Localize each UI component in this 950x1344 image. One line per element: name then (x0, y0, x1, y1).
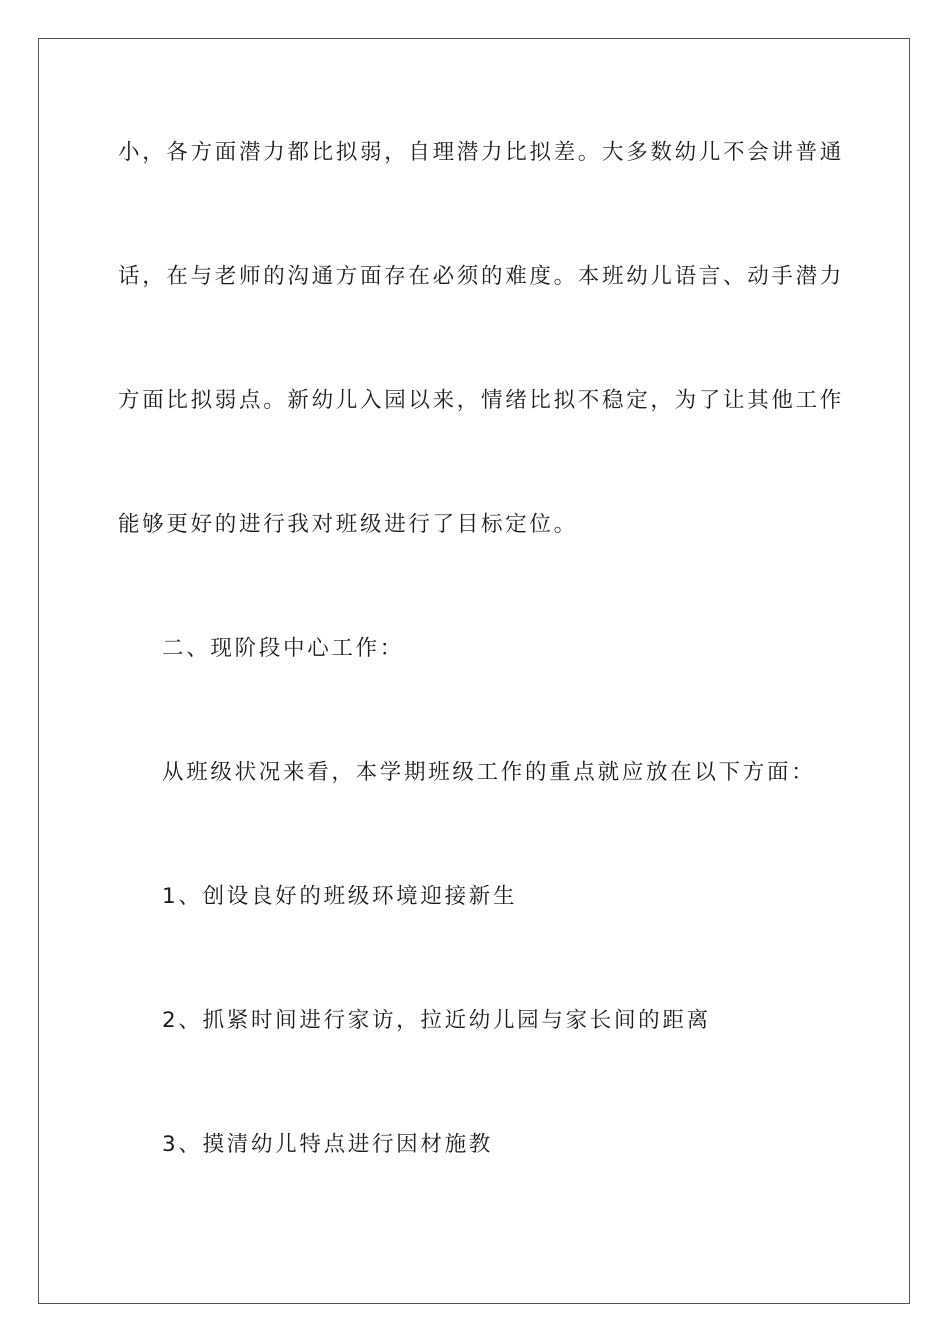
list-item: 1、创设良好的班级环境迎接新生 (162, 884, 518, 909)
paragraph-line: 能够更好的进行我对班级进行了目标定位。 (118, 512, 578, 537)
list-item: 3、摸清幼儿特点进行因材施教 (162, 1132, 493, 1157)
intro-text: 从班级状况来看，本学期班级工作的重点就应放在以下方面： (162, 760, 816, 785)
paragraph-line: 话，在与老师的沟通方面存在必须的难度。本班幼儿语言、动手潜力 (118, 264, 845, 289)
page-border (38, 38, 910, 1304)
paragraph-line: 方面比拟弱点。新幼儿入园以来，情绪比拟不稳定，为了让其他工作 (118, 388, 845, 413)
list-item: 2、抓紧时间进行家访，拉近幼儿园与家长间的距离 (162, 1008, 711, 1033)
section-heading: 二、现阶段中心工作： (162, 636, 405, 661)
paragraph-line: 小，各方面潜力都比拟弱，自理潜力比拟差。大多数幼儿不会讲普通 (118, 140, 845, 165)
